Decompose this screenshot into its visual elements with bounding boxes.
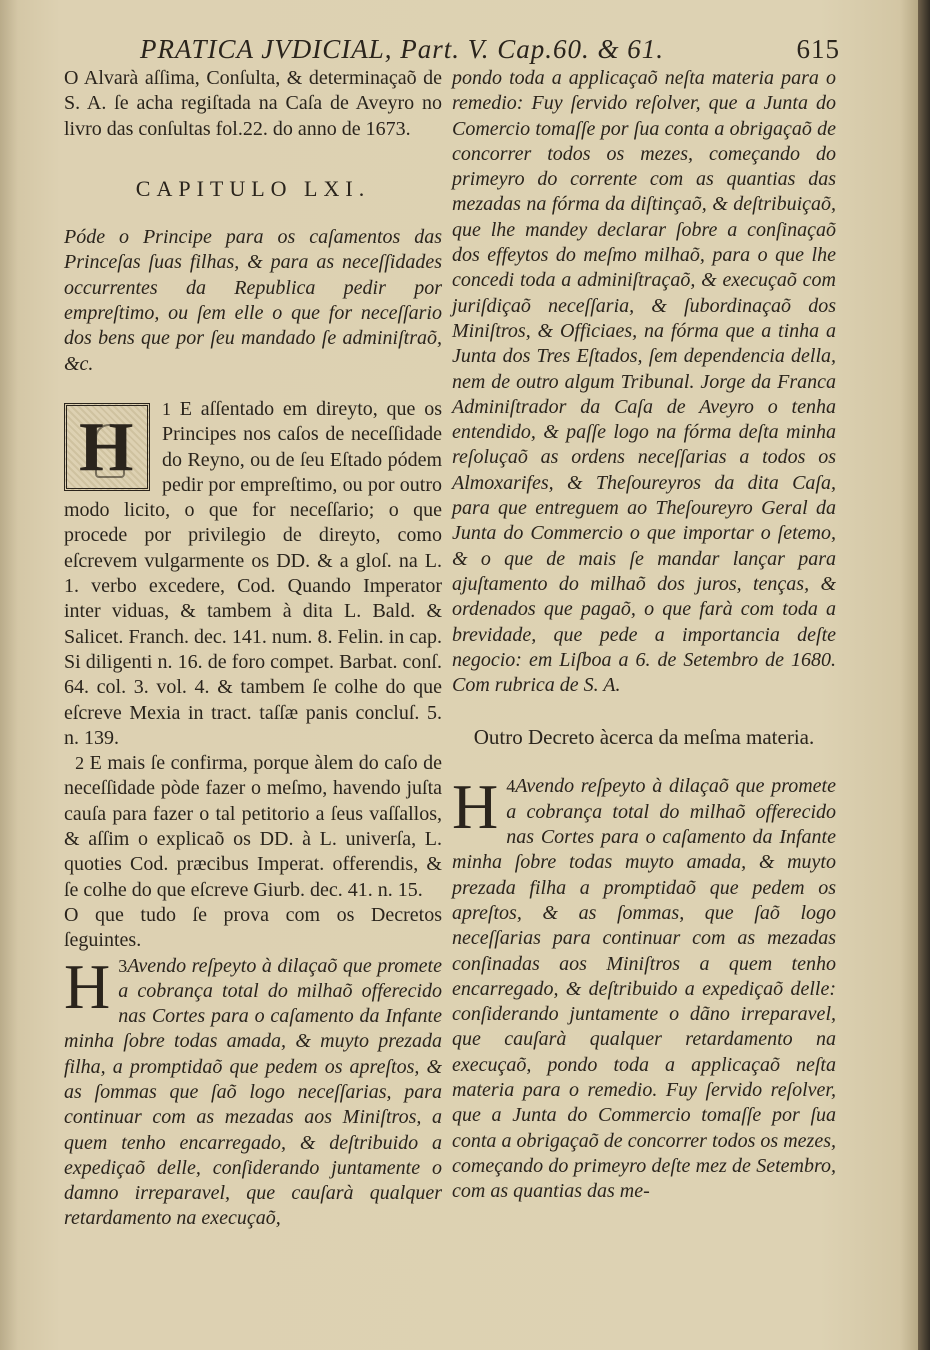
alvara-paragraph: O Alvarà aſſima, Conſulta, & determinaçaõ de S. A. ſe acha regiſtada na Caſa de Aveyro no livro das conſultas fol.22. do anno de 1673. [64,67,442,140]
paragraph-2 [64,751,442,903]
paragraph-3: O que tudo ſe prova com os Decretos ſeguintes. [64,903,442,952]
decree-1-continued: pondo toda a applicaçaõ neſta materia para o remedio: Fuy ſervido reſolver, que a Junta do Comercio tomaſſe por ſua conta a obrigaçaõ de concorrer todos os mezes, começando do primeyro do corrente com as quantias das mezadas na fórma da diſtinçaõ, & deſtribuiçaõ, que lhe mandey declarar ſobre a conſinaçaõ dos effeytos do meſmo milhaõ, para o que lhe concedi toda a adminiſtraçaõ, & execuçaõ com juriſdiçaõ neceſſaria, & ſubordinaçaõ dos Miniſtros, & Officiaes, na fórma que a tinha a Junta dos Tres Eſtados, ſem dependencia della, nem de outro algum Tribunal. Jorge da Franca Adminiſtrador da Caſa de Aveyro o tenha entendido, & paſſe logo na fórma deſta minha reſoluçaõ as ordens neceſſarias a todos os Almoxarifes, & Theſoureyros da dita Caſa, para que entreguem ao Theſoureyro Geral da Junta do Commercio o que importar o ſetemo, & o que de mais ſe mandar lançar para ajuſtamento do milhaõ dos juros, tenças, & ordenados que pagaõ, o que farà com toda a brevidade, que pede a importancia deſte negocio: em Liſboa a 6. de Setembro de 1680. Com rubrica de S. A. [452,67,836,697]
ornamental-initial [64,403,150,491]
chapter-summary: Póde o Principe para os caſamentos das Princeſas ſuas filhas, & para as neceſſidades occurrentes da Republica pedir por empreſtimo, ou ſem elle o que for neceſſario dos bens que por ſeu mandado ſe adminiſtraõ, &c. [64,226,442,375]
decree-text: Avendo reſpeyto à dilaçaõ que promete a cobrança total do milhaõ offerecido nas Cortes para o caſamento da Infante minha ſobre todas amada, & muyto prezada filha, a promptidaõ que pedem os apreſtos, & as ſommas que ſaõ logo neceſſarias, para continuar com as mezadas aos Miniſtros, a quem tenho encarregado, & deſtribuido a expediçaõ delle, conſiderando juntamente o damno irreparavel, que cauſarà qualquer retardamento na execuçaõ, [64,954,442,1230]
decree-2 [452,771,836,1204]
left-column [64,66,442,1232]
paragraph-number: 4 [506,776,516,797]
drop-cap: H [452,771,499,843]
paragraph-text: E mais ſe confirma, porque àlem do caſo de neceſſidade pòde fazer o meſmo, havendo juſta cauſa para fazer o tal petitorio a ſeus vaſſallos, & aſſim o explicaõ os DD. à L. univerſa, L. quoties Cod. præcibus Imperat. offerendis, & ſe colhe do que eſcreve Giurb. dec. 41. n. 15. [64,752,443,901]
paragraph-number: 3 [118,955,128,976]
paragraph-number: 2 [75,753,85,774]
paragraph-1 [64,397,442,751]
decree-text: Avendo reſpeyto à dilaçaõ que promete a cobrança total do milhaõ offerecido nas Cortes para o caſamento da Infante minha ſobre todas muyto amada, & muyto prezada filha a promptidaõ que pedem os apreſtos, & as ſommas, que ſaõ logo neceſſarias para continuar com as mezadas conſinadas aos Miniſtros a quem tenho encarregado, & deſtribuido a expediçaõ delle: conſiderando juntamente o dãno irreparavel, que cauſarà qualquer retardamento na execuçaõ, pondo toda a applicaçaõ neſta materia para o remedio. Fuy ſervido reſolver, que a Junta do Commercio tomaſſe por ſua conta a obrigaçaõ de concorrer todos os mezes, começando do primeyro deſte mez de Setembro, com as quantias das me- [452,775,836,1203]
chapter-heading: CAPITULO LXI. [135,175,371,201]
decree-subheading: Outro Decreto àcerca da meſma materia. [473,725,815,750]
right-column [452,66,836,1204]
drop-cap: H [64,950,111,1022]
initial-letter: H [79,408,134,486]
paragraph-text: E aſſentado em direyto, que os Principes nos caſos de neceſſidade do Reyno, ou de ſeu Eſtado pódem pedir por empreſtimo, ou por outro modo licito, o que for neceſſario; o que procede por privilegio de direyto, como eſcrevem vulgarmente os DD. & a gloſ. na L. 1. verbo excedere, Cod. Quando Imperator inter viduas, & tambem à dita L. Bald. & Salicet. Franch. dec. 141. num. 8. Felin. in cap. Si diligenti n. 16. de foro compet. Barbat. conſ. 64. col. 3. vol. 4. & tambem ſe colhe do que eſcreve Mexia in tract. taſſæ panis concluſ. 5. n. 139. [64,397,443,749]
decree-1 [64,950,442,1232]
book-spine [918,0,930,1350]
page-number: 615 [796,34,840,64]
running-title: PRATICA JVDICIAL, Part. V. Cap.60. & 61. [140,34,664,64]
paragraph-number: 1 [162,398,171,419]
